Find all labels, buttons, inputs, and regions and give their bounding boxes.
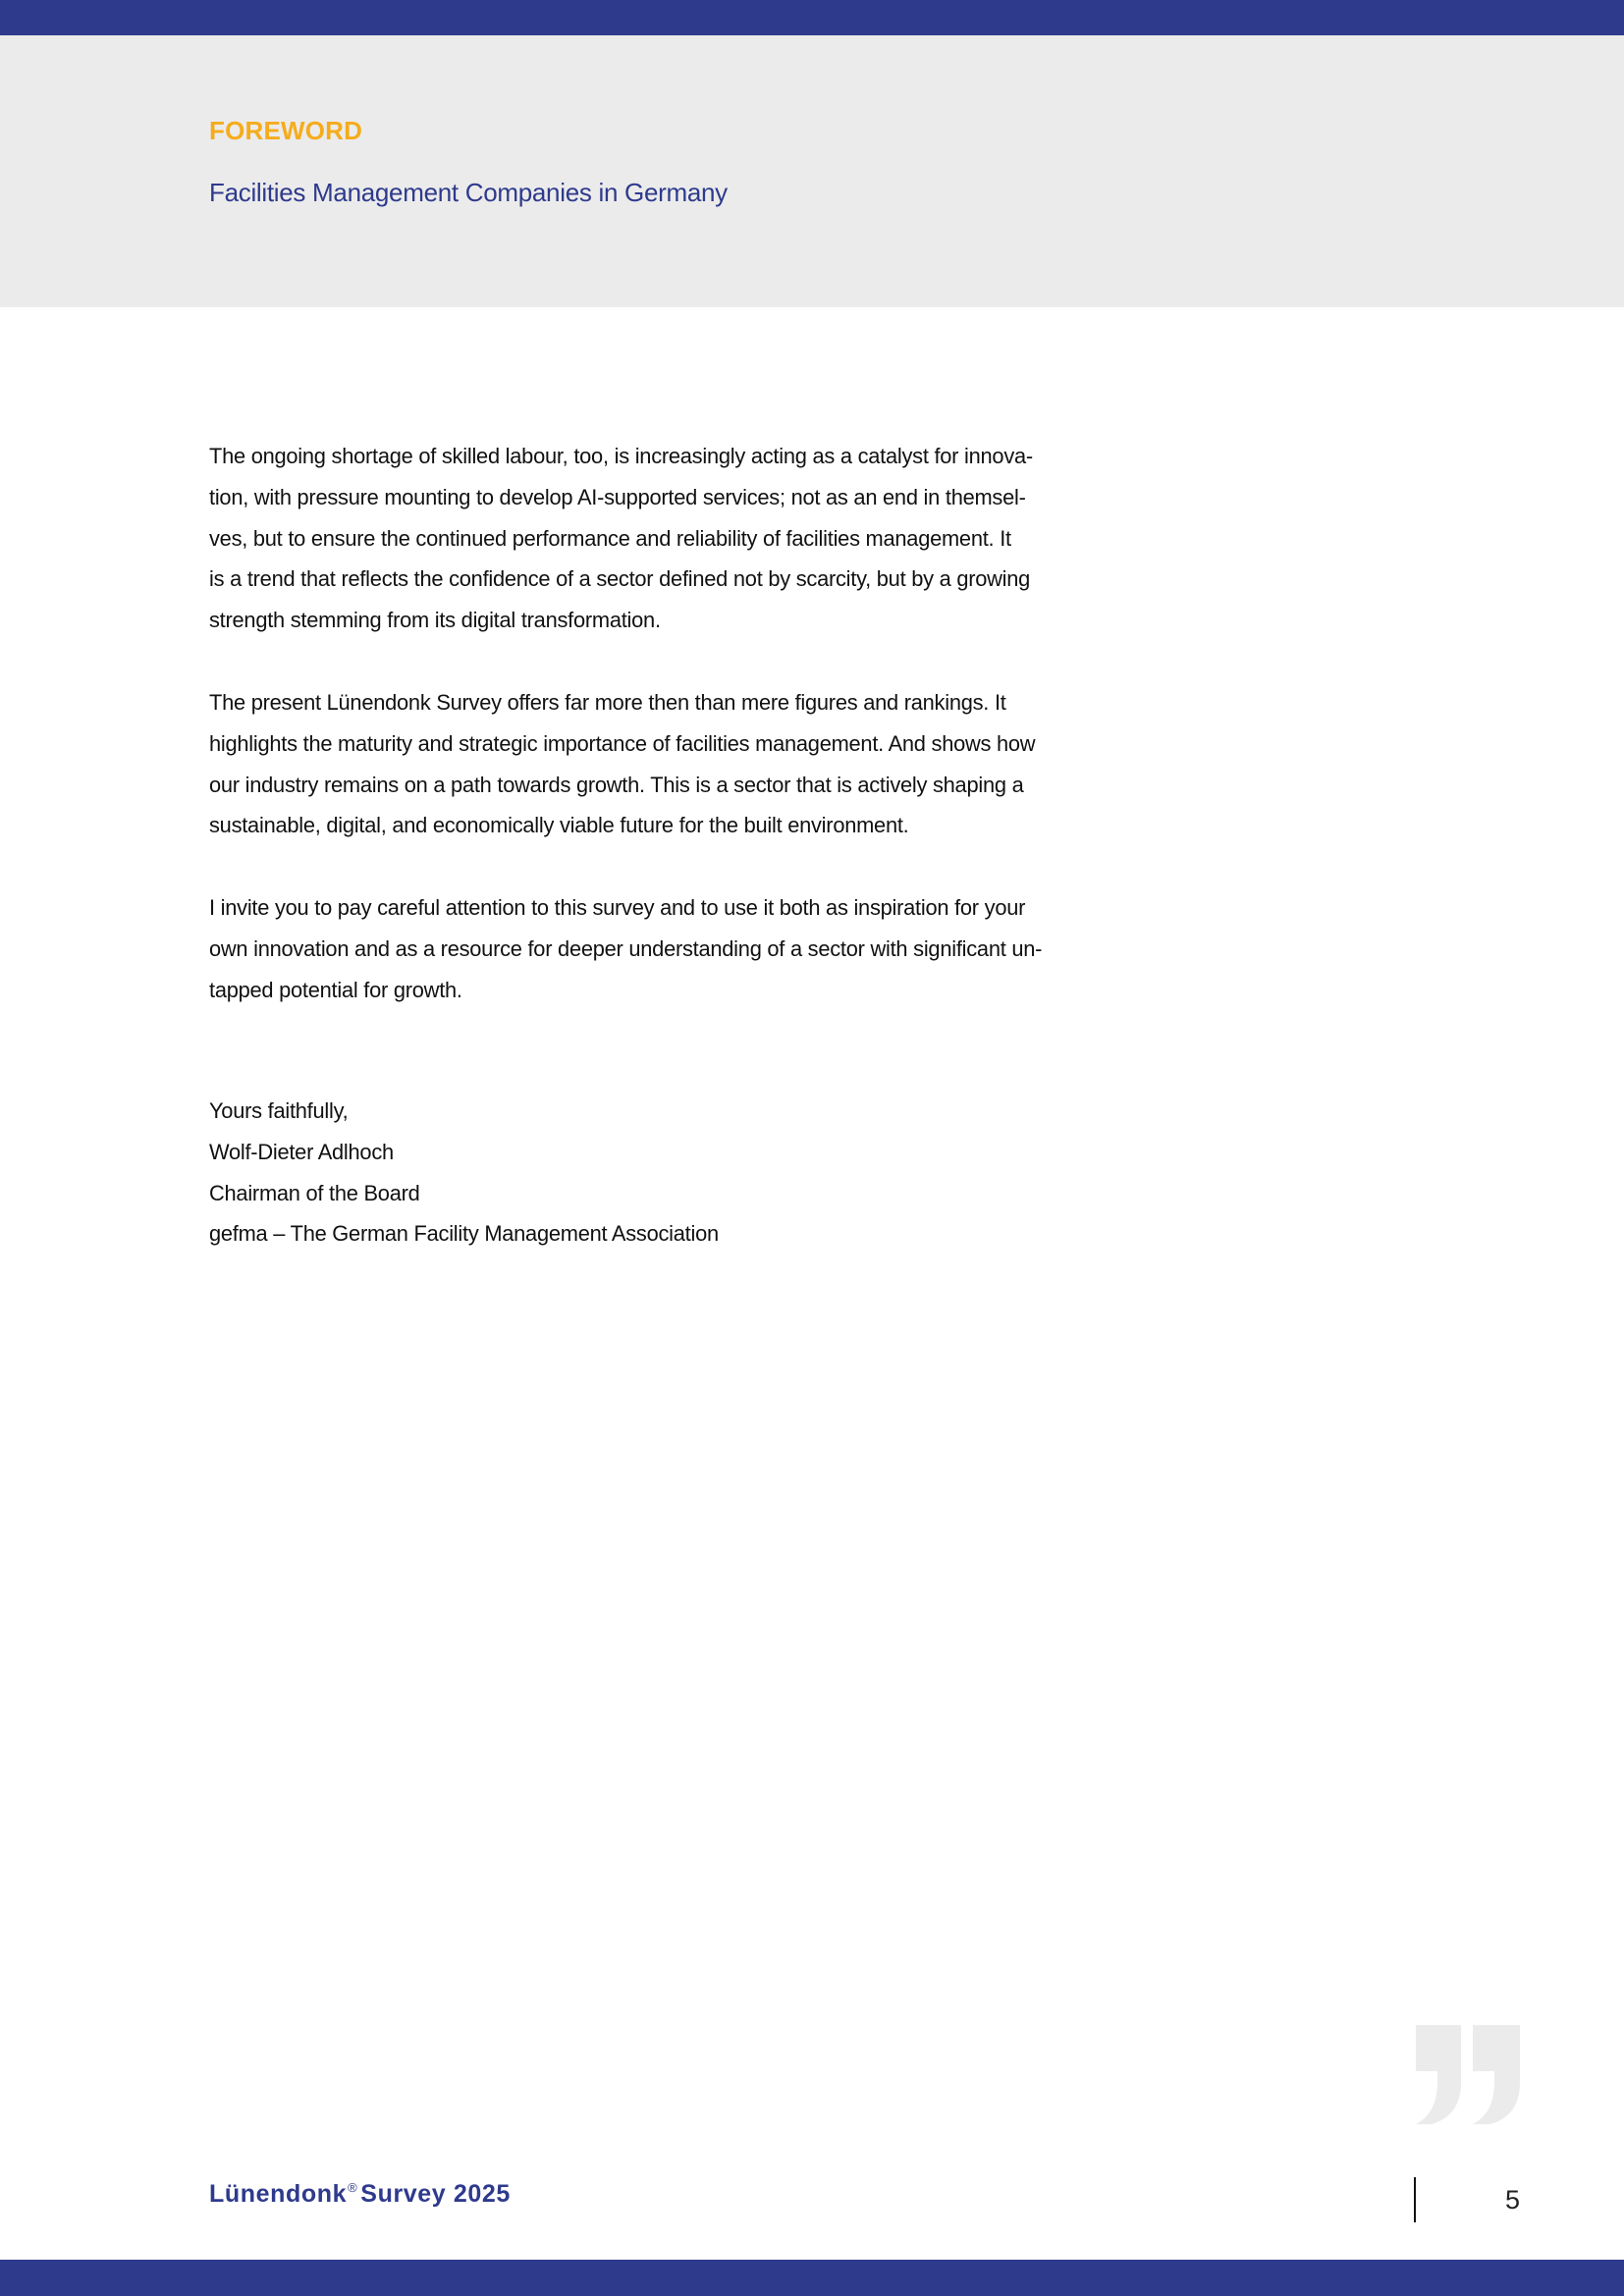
header-band: [0, 35, 1624, 307]
paragraph-line: sustainable, digital, and economically viable future for the built environment.: [209, 813, 909, 838]
closing-quote-icon: [1412, 2022, 1524, 2126]
paragraph-line: highlights the maturity and strategic importance of facilities management. And shows how: [209, 730, 1036, 756]
paragraph-line: I invite you to pay careful attention to this survey and to use it both as inspiration for your: [209, 895, 1026, 920]
footer-divider: [1414, 2177, 1416, 2222]
paragraph-line: The present Lünendonk Survey offers far more then than mere figures and rankings. It: [209, 690, 1006, 715]
top-color-bar: [0, 0, 1624, 35]
quote-mark-left: [1416, 2025, 1461, 2124]
paragraph-line: is a trend that reflects the confidence of a sector defined not by scarcity, but by a growing: [209, 566, 1031, 592]
footer-brand: Lünendonk: [209, 2180, 348, 2208]
paragraph-2: [209, 682, 1191, 846]
signature-organization: gefma – The German Facility Management Association: [209, 1221, 719, 1247]
paragraph-3: [209, 887, 1191, 1010]
page-number: 5: [1505, 2185, 1521, 2215]
paragraph-line: own innovation and as a resource for deeper understanding of a sector with significant un-: [209, 935, 1043, 961]
paragraph-line: strength stemming from its digital transformation.: [209, 608, 661, 632]
paragraph-line: our industry remains on a path towards growth. This is a sector that is actively shaping a: [209, 772, 1024, 797]
footer-survey-title: [209, 2173, 511, 2209]
paragraph-1: [209, 436, 1191, 641]
registered-mark: ®: [348, 2180, 358, 2195]
paragraph-line: tion, with pressure mounting to develop AI-supported services; not as an end in themsel-: [209, 484, 1026, 509]
footer-survey-label: Survey 2025: [360, 2180, 511, 2208]
paragraph-line: tapped potential for growth.: [209, 977, 462, 1002]
page-subtitle: Facilities Management Companies in Germany: [209, 178, 728, 207]
signature-title: Chairman of the Board: [209, 1180, 420, 1205]
quote-mark-right: [1473, 2025, 1520, 2124]
bottom-color-bar: [0, 2260, 1624, 2296]
signature-closing: Yours faithfully,: [209, 1098, 349, 1123]
section-label: FOREWORD: [209, 116, 363, 145]
paragraph-line: ves, but to ensure the continued performance and reliability of facilities management. It: [209, 525, 1011, 551]
paragraph-line: The ongoing shortage of skilled labour, too, is increasingly acting as a catalyst for innova-: [209, 444, 1033, 468]
signature-block: [209, 1091, 1191, 1255]
signature-name: Wolf-Dieter Adlhoch: [209, 1139, 394, 1164]
